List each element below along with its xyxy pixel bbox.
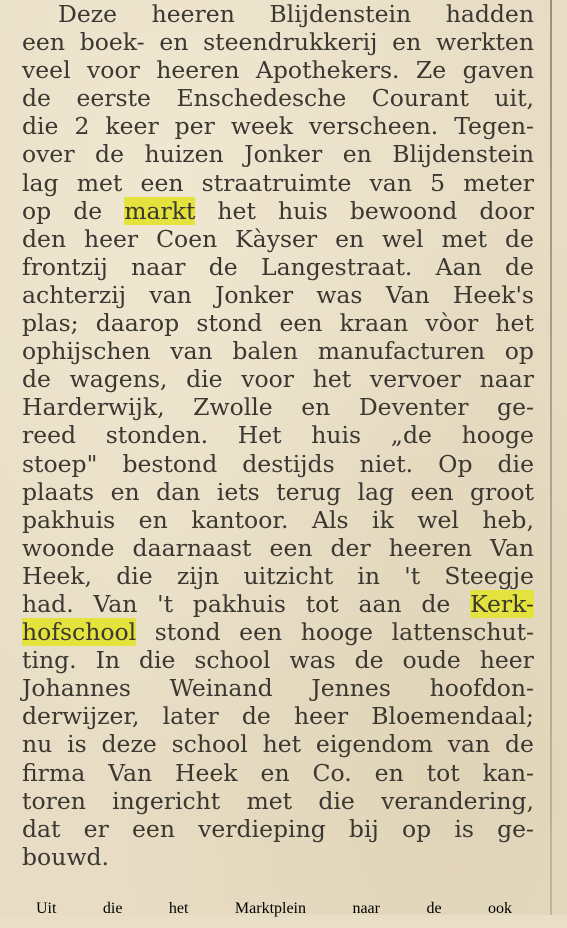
article-line bbox=[22, 309, 534, 337]
word: Kàyser bbox=[235, 224, 318, 253]
word: de bbox=[22, 84, 51, 113]
word: heeren bbox=[388, 533, 472, 562]
word: ingericht bbox=[112, 786, 221, 815]
word: iets bbox=[216, 477, 260, 506]
word: bestond bbox=[122, 449, 218, 478]
column-rule bbox=[550, 0, 552, 915]
article-line bbox=[22, 84, 534, 112]
word: manufacturen bbox=[317, 337, 486, 366]
word: het bbox=[312, 365, 352, 394]
word: Co. bbox=[312, 758, 352, 787]
word: met bbox=[76, 168, 123, 197]
word: die bbox=[318, 786, 355, 815]
article-line bbox=[22, 646, 534, 674]
word: 2 bbox=[74, 112, 90, 141]
word: daarop bbox=[95, 309, 180, 338]
word: Bloemendaal; bbox=[371, 702, 534, 731]
word: plas; bbox=[22, 309, 79, 338]
word: bouwd. bbox=[22, 842, 109, 871]
word: school bbox=[194, 646, 271, 675]
word: Heek's bbox=[452, 280, 534, 309]
word: 't bbox=[404, 561, 421, 590]
word: Op bbox=[438, 449, 473, 478]
word: Jennes bbox=[311, 674, 391, 703]
word: ik bbox=[372, 505, 394, 534]
word: en bbox=[159, 28, 189, 57]
article-line bbox=[22, 253, 534, 281]
word: Uit bbox=[36, 900, 57, 917]
word: in bbox=[357, 561, 381, 590]
word: heer bbox=[83, 224, 139, 253]
word: er bbox=[83, 814, 109, 843]
word: en bbox=[335, 224, 365, 253]
cut-off-line bbox=[36, 900, 512, 928]
word: het bbox=[168, 900, 189, 917]
word: straatruimte bbox=[201, 168, 352, 197]
word: met bbox=[246, 786, 293, 815]
word: aan bbox=[358, 589, 402, 618]
word: naar bbox=[479, 365, 534, 394]
article-line bbox=[22, 730, 534, 758]
word: werkten bbox=[435, 28, 534, 57]
word: stonden. bbox=[105, 421, 209, 450]
word: Van bbox=[108, 758, 153, 787]
article-line bbox=[22, 337, 534, 365]
word: Van bbox=[490, 533, 534, 562]
word: Weinand bbox=[169, 674, 273, 703]
word: de bbox=[73, 196, 103, 225]
word: frontzij bbox=[22, 252, 108, 281]
article-line bbox=[22, 534, 534, 562]
word: was bbox=[316, 280, 363, 309]
word: groot bbox=[469, 477, 534, 506]
word: heer bbox=[479, 646, 534, 675]
word: tot bbox=[426, 758, 460, 787]
word: van bbox=[149, 280, 192, 309]
article-line bbox=[22, 506, 534, 534]
word: hoofdon- bbox=[429, 674, 534, 703]
word: der bbox=[330, 533, 371, 562]
word: die bbox=[22, 112, 59, 141]
word: Steegje bbox=[444, 561, 534, 590]
word: en bbox=[138, 505, 168, 534]
word: en bbox=[301, 393, 331, 422]
word: Aan bbox=[435, 252, 482, 281]
word: de bbox=[426, 900, 442, 917]
word: den bbox=[22, 224, 67, 253]
word: verdieping bbox=[198, 814, 326, 843]
word: vervoer bbox=[369, 365, 461, 394]
word: voor bbox=[87, 56, 140, 85]
word: is bbox=[454, 814, 474, 843]
word: naar bbox=[131, 252, 186, 281]
word: stond bbox=[196, 309, 263, 338]
word: keer bbox=[105, 112, 159, 141]
word: op bbox=[401, 814, 432, 843]
article-line bbox=[22, 674, 534, 702]
article-column bbox=[22, 0, 534, 871]
word: van bbox=[369, 168, 412, 197]
word: Coen bbox=[156, 224, 218, 253]
word: Tegen- bbox=[454, 112, 534, 141]
word: de bbox=[504, 730, 534, 759]
article-line bbox=[22, 365, 534, 393]
word: en bbox=[374, 758, 404, 787]
word: plaats bbox=[22, 477, 95, 506]
word: toren bbox=[22, 786, 86, 815]
word: een bbox=[269, 533, 313, 562]
word: de bbox=[208, 252, 238, 281]
word: voor bbox=[241, 365, 295, 394]
word: Langestraat. bbox=[260, 252, 413, 281]
word: steendrukkerij bbox=[203, 28, 378, 57]
article-line bbox=[22, 140, 534, 168]
word: week bbox=[230, 112, 294, 141]
word: verscheen. bbox=[309, 112, 439, 141]
word: lag bbox=[357, 477, 395, 506]
word: heeren bbox=[151, 0, 235, 28]
word: Harderwijk, bbox=[22, 393, 165, 422]
word: In bbox=[95, 646, 120, 675]
article-line bbox=[22, 702, 534, 730]
word: nu bbox=[22, 730, 53, 759]
word: Heek, bbox=[22, 561, 93, 590]
word: gaven bbox=[462, 56, 534, 85]
word: veel bbox=[22, 56, 71, 85]
word: Courant bbox=[371, 84, 469, 113]
word: Van bbox=[385, 280, 430, 309]
word: deze bbox=[101, 730, 157, 759]
word: een bbox=[132, 814, 175, 843]
article-line bbox=[22, 28, 534, 56]
word: eerste bbox=[76, 84, 151, 113]
word: over bbox=[22, 140, 75, 169]
article-line bbox=[22, 393, 534, 421]
word: met bbox=[441, 224, 488, 253]
word: Jonker bbox=[214, 280, 294, 309]
word: de bbox=[22, 365, 51, 394]
word: die bbox=[497, 449, 534, 478]
word: bewoond bbox=[349, 196, 458, 225]
word: vòor bbox=[425, 309, 479, 338]
word: ge- bbox=[497, 814, 534, 843]
word: Apothekers. bbox=[255, 56, 400, 85]
word: hooge bbox=[300, 618, 374, 647]
word: Heek bbox=[175, 758, 238, 787]
word: lag bbox=[22, 168, 59, 197]
word: uitzicht bbox=[243, 561, 334, 590]
word: en bbox=[392, 28, 422, 57]
word: kan- bbox=[482, 758, 534, 787]
word: pakhuis bbox=[192, 589, 286, 618]
word: die bbox=[186, 365, 223, 394]
word: bij bbox=[348, 814, 379, 843]
word: Van bbox=[93, 589, 138, 618]
word: reed bbox=[22, 421, 77, 450]
article-line bbox=[22, 815, 534, 843]
word: van bbox=[170, 337, 213, 366]
article-line bbox=[22, 787, 534, 815]
word: „de bbox=[390, 421, 432, 450]
word: hooge bbox=[461, 421, 534, 450]
word: de bbox=[95, 140, 124, 169]
word: heb, bbox=[482, 505, 534, 534]
article-line bbox=[22, 421, 534, 449]
article-line bbox=[22, 450, 534, 478]
word: een bbox=[140, 168, 184, 197]
word: stoep" bbox=[22, 449, 98, 478]
word: Deventer bbox=[358, 393, 469, 422]
word: de bbox=[504, 224, 534, 253]
word: Jonker bbox=[244, 140, 323, 169]
word: ge- bbox=[497, 393, 534, 422]
word: een bbox=[279, 309, 323, 338]
word: zijn bbox=[176, 561, 220, 590]
word: op bbox=[22, 196, 52, 225]
word: wel bbox=[382, 224, 424, 253]
word: huis bbox=[311, 421, 362, 450]
word: huizen bbox=[144, 140, 224, 169]
word: Deze bbox=[58, 0, 118, 28]
word: verandering, bbox=[381, 786, 534, 815]
word: pakhuis bbox=[22, 505, 116, 534]
word: was bbox=[289, 646, 336, 675]
word: Johannes bbox=[22, 674, 131, 703]
word: per bbox=[174, 112, 215, 141]
word: uit, bbox=[494, 84, 534, 113]
word: woonde bbox=[22, 533, 115, 562]
word: de bbox=[421, 589, 451, 618]
word: boek- bbox=[79, 28, 145, 57]
word: door bbox=[479, 196, 534, 225]
article-line bbox=[22, 197, 534, 225]
highlighted-word: markt bbox=[124, 196, 196, 225]
word: hadden bbox=[445, 0, 534, 28]
word: wagens, bbox=[69, 365, 168, 394]
word: Blijdenstein bbox=[269, 0, 412, 28]
word: heer bbox=[293, 702, 349, 731]
word: ook bbox=[488, 900, 512, 917]
word: heeren bbox=[156, 56, 240, 85]
word: de bbox=[505, 252, 534, 281]
article-line bbox=[22, 112, 534, 140]
article-line bbox=[22, 56, 534, 84]
word: die bbox=[116, 561, 153, 590]
word: Zwolle bbox=[193, 393, 273, 422]
word: huis bbox=[277, 196, 328, 225]
word: en bbox=[342, 140, 372, 169]
word: het bbox=[495, 309, 534, 338]
word: had. bbox=[22, 589, 74, 618]
word: tot bbox=[305, 589, 339, 618]
word: van bbox=[447, 730, 491, 759]
word: ophijschen bbox=[22, 337, 151, 366]
highlighted-word: hofschool bbox=[22, 618, 137, 647]
word: oude bbox=[402, 646, 461, 675]
word: achterzij bbox=[22, 280, 127, 309]
word: die bbox=[102, 900, 123, 917]
word: het bbox=[262, 730, 302, 759]
word: firma bbox=[22, 758, 86, 787]
word: lattenschut- bbox=[391, 618, 534, 647]
word: en bbox=[110, 477, 140, 506]
highlighted-word: Kerk- bbox=[470, 589, 534, 618]
word: kraan bbox=[339, 309, 409, 338]
word: Het bbox=[237, 421, 282, 450]
article-line bbox=[22, 0, 534, 28]
word: een bbox=[22, 28, 65, 57]
word: ting. bbox=[22, 646, 77, 675]
article-line bbox=[22, 843, 534, 871]
article-line bbox=[22, 759, 534, 787]
word: 5 bbox=[430, 168, 446, 197]
word: balen bbox=[232, 337, 299, 366]
word: terug bbox=[276, 477, 341, 506]
article-line bbox=[22, 590, 534, 618]
article-line bbox=[22, 225, 534, 253]
word: 't bbox=[157, 589, 174, 618]
word: naar bbox=[352, 900, 380, 917]
word: een bbox=[239, 618, 283, 647]
word: en bbox=[260, 758, 290, 787]
word: Ze bbox=[415, 56, 447, 85]
word: eigendom bbox=[315, 730, 433, 759]
article-line bbox=[22, 562, 534, 590]
word: meter bbox=[463, 168, 534, 197]
word: derwijzer, bbox=[22, 702, 140, 731]
word: het bbox=[217, 196, 256, 225]
word: op bbox=[504, 337, 534, 366]
word: daarnaast bbox=[132, 533, 252, 562]
article-line bbox=[22, 618, 534, 646]
word: Enschedesche bbox=[176, 84, 347, 113]
word: is bbox=[67, 730, 87, 759]
word: dan bbox=[156, 477, 201, 506]
word: later bbox=[162, 702, 219, 731]
word: de bbox=[354, 646, 384, 675]
word: dat bbox=[22, 814, 61, 843]
article-line bbox=[22, 478, 534, 506]
word: Marktplein bbox=[234, 900, 306, 917]
article-line bbox=[22, 169, 534, 197]
word: destijds bbox=[242, 449, 335, 478]
word: Blijdenstein bbox=[392, 140, 534, 169]
word: wel bbox=[417, 505, 459, 534]
article-line bbox=[22, 281, 534, 309]
word: school bbox=[171, 730, 248, 759]
word: die bbox=[138, 646, 176, 675]
word: kantoor. bbox=[191, 505, 289, 534]
word: Als bbox=[311, 505, 349, 534]
word: een bbox=[410, 477, 454, 506]
word: niet. bbox=[359, 449, 414, 478]
word: stond bbox=[154, 618, 221, 647]
word: de bbox=[241, 702, 271, 731]
